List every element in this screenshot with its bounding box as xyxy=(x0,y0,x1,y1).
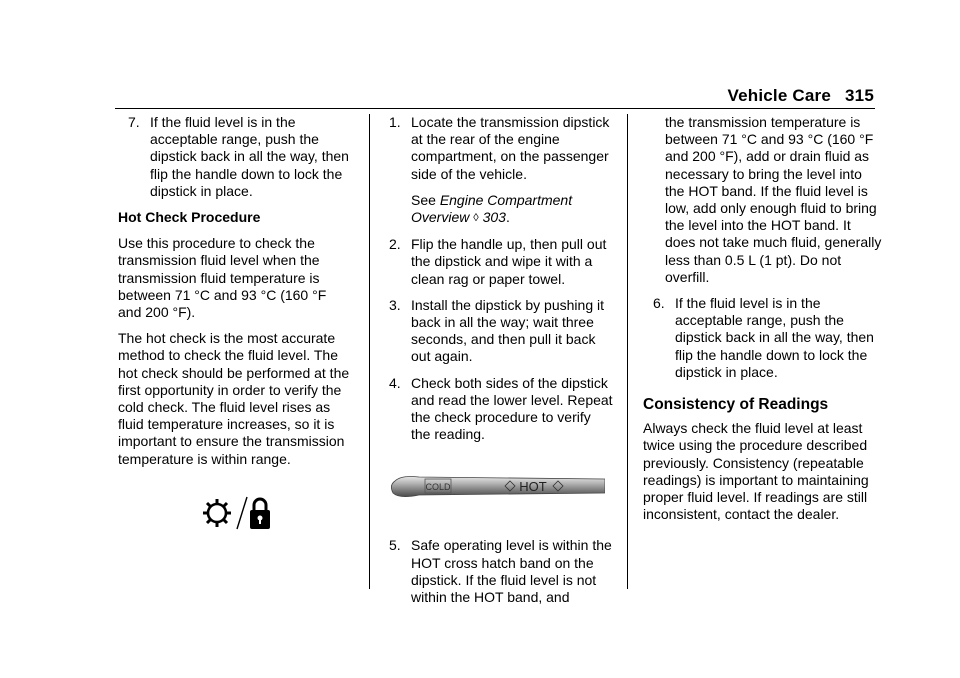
column-divider xyxy=(627,114,628,589)
paragraph: Always check the fluid level at least twice using the procedure described previously. Consistency (repeatable readings) is important to maintaining proper fluid level. If readings are still inconsistent, contact the dealer. xyxy=(643,420,869,523)
dipstick-cold-label: COLD xyxy=(425,482,451,493)
step-4 xyxy=(389,375,613,444)
column-3 xyxy=(643,114,883,532)
header-rule xyxy=(115,108,875,109)
step-number: 4. xyxy=(389,374,401,391)
step-5 xyxy=(389,537,613,606)
step-7 xyxy=(118,114,350,200)
step-text: Safe operating level is within the HOT cross hatch band on the dipstick. If the fluid level is not within the HOT band, and xyxy=(411,537,612,606)
paragraph: Use this procedure to check the transmission fluid level when the transmission fluid temperature is between 71 °C and 93 °C (160 °F and 200 °F). xyxy=(118,235,327,321)
see-link[interactable]: Engine Compartment Overview xyxy=(411,191,573,226)
lock-icon xyxy=(250,499,270,529)
step-text: If the fluid level is in the acceptable range, push the dipstick back in all the way, then flip the handle down to lock the dipstick in place. xyxy=(675,295,874,380)
column-2 xyxy=(389,114,613,615)
consistency-heading: Consistency of Readings xyxy=(643,396,829,414)
step-text: Locate the transmission dipstick at the rear of the engine compartment, on the passenger side of the vehicle. xyxy=(411,114,610,182)
step-number: 2. xyxy=(389,236,401,253)
paragraph: The hot check is the most accurate method to check the fluid level. The hot check should be performed at the first opportunity in order to verify the cold check. The fluid level rises as fluid temperature increases, so it is important to ensure the transmission temperature is within range. xyxy=(118,330,350,467)
page-ref-icon: ◊ xyxy=(473,212,479,225)
step-text: If the fluid level is in the acceptable range, push the dipstick back in all the way, then flip the handle down to lock the dipstick in place. xyxy=(150,114,349,199)
dipstick-illustration xyxy=(389,471,605,501)
step-3 xyxy=(389,297,613,366)
step-text: Flip the handle up, then pull out the dipstick and wipe it with a clean rag or paper towel. xyxy=(411,236,607,287)
period: . xyxy=(505,209,510,226)
step-text: Check both sides of the dipstick and read the lower level. Repeat the check procedure to verify the reading. xyxy=(411,374,613,443)
step-number: 6. xyxy=(653,295,665,312)
step-6 xyxy=(643,295,883,381)
page-number: 315 xyxy=(845,86,874,105)
page-header xyxy=(728,86,875,106)
step-text: Install the dipstick by pushing it back in all the way; wait three seconds, and then pull it back out again. xyxy=(411,296,604,365)
step-number: 7. xyxy=(128,114,140,130)
see-prefix: See xyxy=(411,191,436,208)
step-5-continued: the transmission temperature is between 71 °C and 93 °C (160 °F and 200 °F), add or drain fluid as necessary to bring the level into the HOT band. If the fluid level is low, add only enough fluid to bring the level into the HOT band. It does not take much fluid, generally less than 0.5 L (1 pt). Do not overfill. xyxy=(665,114,882,285)
hot-check-heading: Hot Check Procedure xyxy=(118,209,261,226)
step-1 xyxy=(389,114,613,183)
step-2 xyxy=(389,236,613,288)
section-title: Vehicle Care xyxy=(727,86,832,105)
transmission-lock-symbol xyxy=(203,495,273,531)
gear-icon xyxy=(203,499,231,527)
dipstick-hot-label: HOT xyxy=(519,479,547,495)
step-number: 5. xyxy=(389,537,401,554)
see-page[interactable]: 303 xyxy=(482,209,506,226)
step-number: 3. xyxy=(389,296,401,313)
step-number: 1. xyxy=(389,114,401,130)
cross-reference xyxy=(389,192,613,227)
column-1 xyxy=(118,114,350,477)
column-divider xyxy=(369,114,370,589)
